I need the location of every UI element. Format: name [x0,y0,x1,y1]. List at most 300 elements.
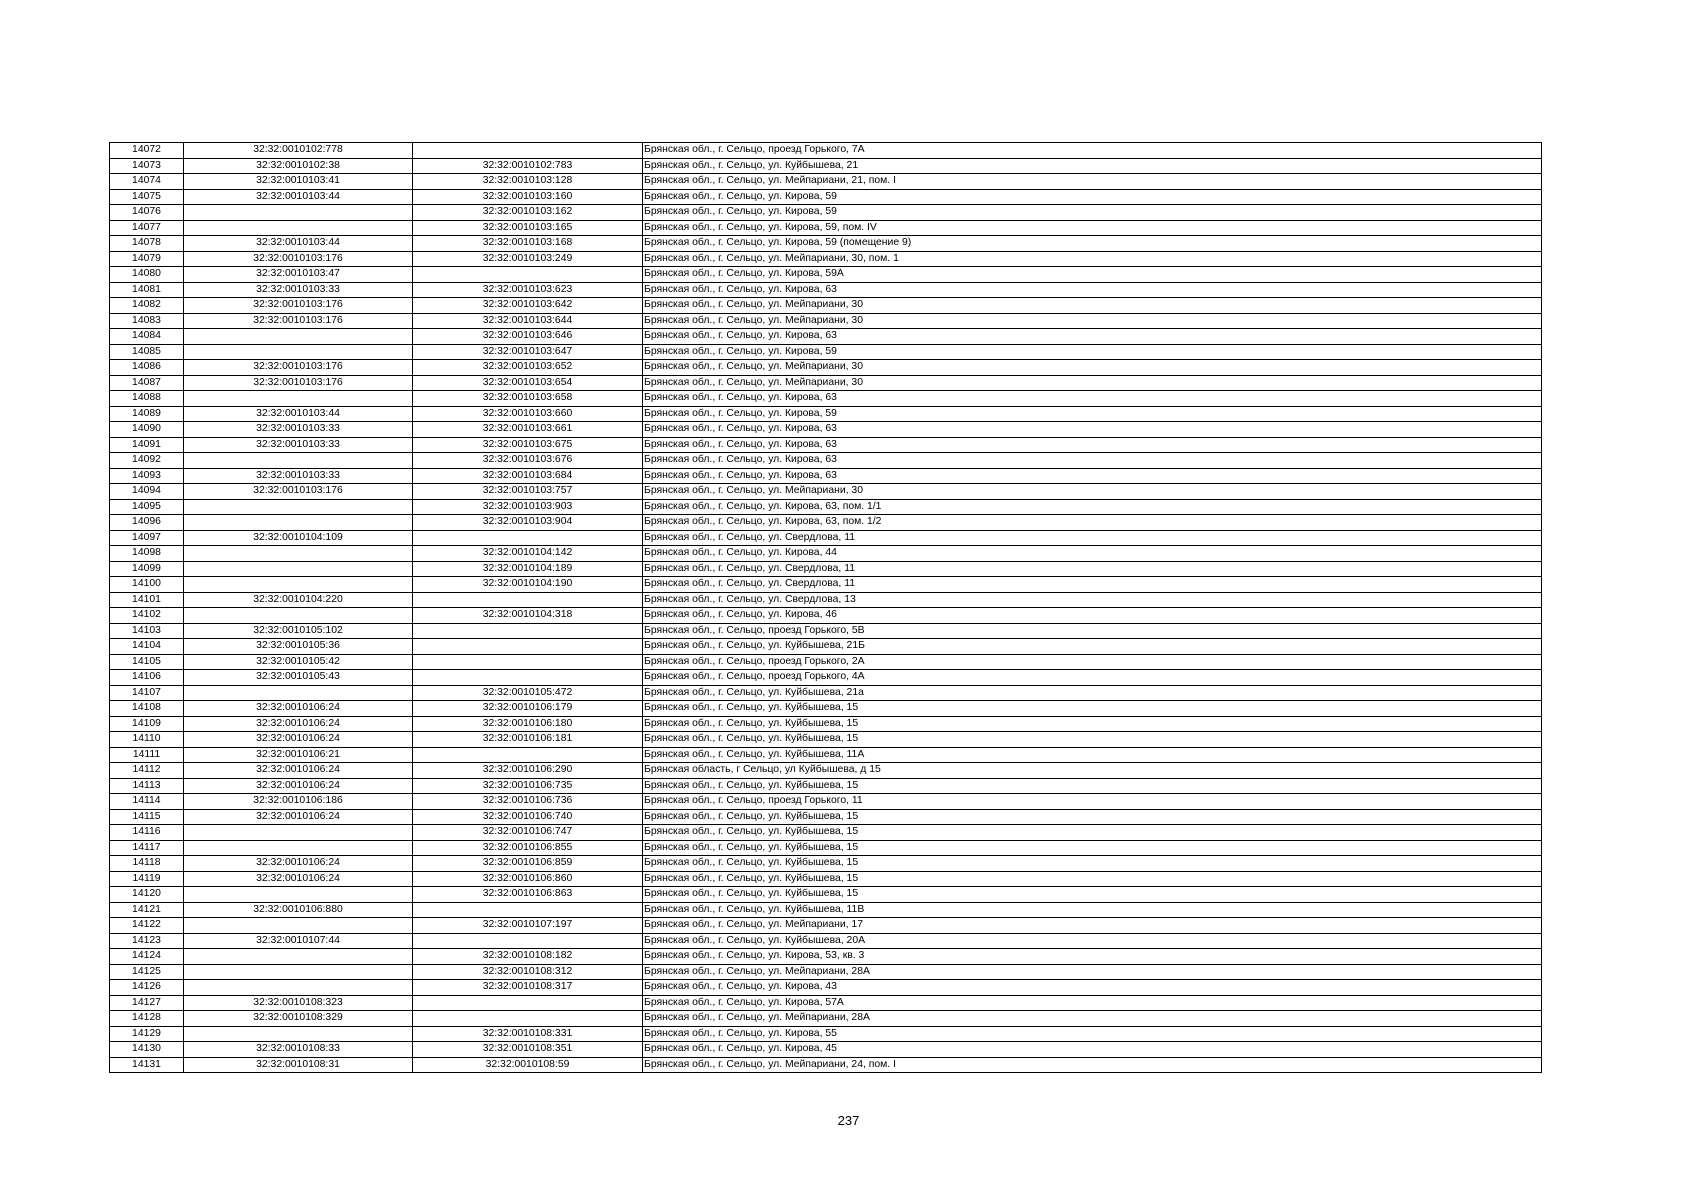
row-number-cell: 14092 [110,453,184,469]
address-cell: Брянская обл., г. Сельцо, ул. Кирова, 59 (помещение 9) [643,236,1542,252]
row-number-cell: 14112 [110,763,184,779]
table-row [110,174,1542,190]
address-cell: Брянская обл., г. Сельцо, ул. Кирова, 63 [643,422,1542,438]
cadastral-parcel-cell: 32:32:0010106:24 [184,871,413,887]
address-cell: Брянская обл., г. Сельцо, ул. Кирова, 63, пом. 1/2 [643,515,1542,531]
cadastral-parcel-cell: 32:32:0010103:44 [184,406,413,422]
cadastral-object-cell: 32:32:0010103:676 [413,453,643,469]
cadastral-object-cell: 32:32:0010103:904 [413,515,643,531]
table-row [110,1057,1542,1073]
page-number: 237 [837,1113,860,1128]
cadastral-parcel-cell: 32:32:0010106:24 [184,716,413,732]
cadastral-parcel-cell: 32:32:0010108:329 [184,1011,413,1027]
address-cell: Брянская обл., г. Сельцо, ул. Куйбышева, 11В [643,902,1542,918]
address-cell: Брянская обл., г. Сельцо, ул. Кирова, 63 [643,468,1542,484]
cadastral-object-cell: 32:32:0010108:351 [413,1042,643,1058]
row-number-cell: 14093 [110,468,184,484]
address-cell: Брянская обл., г. Сельцо, ул. Куйбышева, 15 [643,732,1542,748]
cadastral-object-cell [413,623,643,639]
table-row [110,329,1542,345]
cadastral-parcel-cell: 32:32:0010104:220 [184,592,413,608]
cadastral-parcel-cell: 32:32:0010102:38 [184,158,413,174]
table-row [110,189,1542,205]
table-row [110,453,1542,469]
cadastral-object-cell: 32:32:0010103:661 [413,422,643,438]
cadastral-object-cell: 32:32:0010108:317 [413,980,643,996]
cadastral-parcel-cell [184,887,413,903]
table-row [110,747,1542,763]
table-row [110,236,1542,252]
address-cell: Брянская обл., г. Сельцо, ул. Куйбышева, 15 [643,716,1542,732]
cadastral-parcel-cell: 32:32:0010104:109 [184,530,413,546]
table-row [110,1011,1542,1027]
cadastral-object-cell: 32:32:0010104:189 [413,561,643,577]
row-number-cell: 14125 [110,964,184,980]
address-cell: Брянская обл., г. Сельцо, ул. Мейпариани, 30 [643,375,1542,391]
table-row [110,856,1542,872]
table-row [110,763,1542,779]
address-cell: Брянская обл., г. Сельцо, ул. Куйбышева, 15 [643,701,1542,717]
cadastral-parcel-cell: 32:32:0010103:33 [184,437,413,453]
address-cell: Брянская обл., г. Сельцо, ул. Кирова, 55 [643,1026,1542,1042]
cadastral-object-cell: 32:32:0010103:623 [413,282,643,298]
cadastral-parcel-cell: 32:32:0010103:176 [184,484,413,500]
cadastral-object-cell [413,902,643,918]
cadastral-object-cell: 32:32:0010103:647 [413,344,643,360]
table-row [110,980,1542,996]
address-cell: Брянская обл., г. Сельцо, ул. Мейпариани, 30, пом. 1 [643,251,1542,267]
cadastral-object-cell: 32:32:0010106:859 [413,856,643,872]
cadastral-parcel-cell: 32:32:0010108:323 [184,995,413,1011]
address-cell: Брянская обл., г. Сельцо, ул. Кирова, 63 [643,453,1542,469]
address-cell: Брянская обл., г. Сельцо, проезд Горького, 11 [643,794,1542,810]
address-cell: Брянская обл., г. Сельцо, ул. Куйбышева, 20А [643,933,1542,949]
row-number-cell: 14123 [110,933,184,949]
address-cell: Брянская обл., г. Сельцо, ул. Кирова, 59 [643,205,1542,221]
cadastral-parcel-cell: 32:32:0010107:44 [184,933,413,949]
address-cell: Брянская обл., г. Сельцо, ул. Куйбышева, 15 [643,856,1542,872]
address-cell: Брянская обл., г. Сельцо, ул. Мейпариани, 28А [643,964,1542,980]
cadastral-parcel-cell: 32:32:0010106:24 [184,732,413,748]
cadastral-object-cell: 32:32:0010104:318 [413,608,643,624]
row-number-cell: 14126 [110,980,184,996]
address-cell: Брянская обл., г. Сельцо, ул. Куйбышева, 21Б [643,639,1542,655]
registry-table [109,142,1542,1073]
cadastral-object-cell [413,1011,643,1027]
address-cell: Брянская обл., г. Сельцо, проезд Горького, 5В [643,623,1542,639]
row-number-cell: 14081 [110,282,184,298]
cadastral-parcel-cell: 32:32:0010103:41 [184,174,413,190]
address-cell: Брянская обл., г. Сельцо, проезд Горького, 7А [643,143,1542,159]
row-number-cell: 14119 [110,871,184,887]
cadastral-object-cell: 32:32:0010103:684 [413,468,643,484]
row-number-cell: 14100 [110,577,184,593]
row-number-cell: 14111 [110,747,184,763]
row-number-cell: 14075 [110,189,184,205]
address-cell: Брянская обл., г. Сельцо, ул. Кирова, 43 [643,980,1542,996]
row-number-cell: 14087 [110,375,184,391]
cadastral-object-cell: 32:32:0010103:644 [413,313,643,329]
cadastral-parcel-cell [184,515,413,531]
cadastral-object-cell [413,747,643,763]
address-cell: Брянская обл., г. Сельцо, ул. Куйбышева, 15 [643,825,1542,841]
table-row [110,918,1542,934]
cadastral-object-cell: 32:32:0010103:642 [413,298,643,314]
cadastral-parcel-cell: 32:32:0010103:176 [184,251,413,267]
address-cell: Брянская обл., г. Сельцо, ул. Кирова, 46 [643,608,1542,624]
address-cell: Брянская обл., г. Сельцо, ул. Кирова, 59 [643,406,1542,422]
cadastral-object-cell: 32:32:0010103:128 [413,174,643,190]
address-cell: Брянская обл., г. Сельцо, ул. Кирова, 63 [643,329,1542,345]
cadastral-parcel-cell [184,329,413,345]
row-number-cell: 14106 [110,670,184,686]
row-number-cell: 14073 [110,158,184,174]
cadastral-parcel-cell [184,980,413,996]
address-cell: Брянская обл., г. Сельцо, ул. Куйбышева, 15 [643,778,1542,794]
cadastral-parcel-cell: 32:32:0010103:33 [184,282,413,298]
row-number-cell: 14129 [110,1026,184,1042]
cadastral-object-cell: 32:32:0010103:249 [413,251,643,267]
row-number-cell: 14079 [110,251,184,267]
row-number-cell: 14109 [110,716,184,732]
cadastral-parcel-cell: 32:32:0010106:24 [184,809,413,825]
cadastral-parcel-cell: 32:32:0010105:42 [184,654,413,670]
table-row [110,220,1542,236]
table-row [110,608,1542,624]
table-row [110,391,1542,407]
cadastral-parcel-cell [184,453,413,469]
address-cell: Брянская обл., г. Сельцо, ул. Мейпариани, 17 [643,918,1542,934]
cadastral-parcel-cell: 32:32:0010105:102 [184,623,413,639]
table-row [110,809,1542,825]
row-number-cell: 14091 [110,437,184,453]
table-row [110,825,1542,841]
cadastral-object-cell: 32:32:0010106:735 [413,778,643,794]
cadastral-parcel-cell: 32:32:0010103:44 [184,236,413,252]
cadastral-object-cell: 32:32:0010106:179 [413,701,643,717]
cadastral-object-cell: 32:32:0010106:736 [413,794,643,810]
row-number-cell: 14130 [110,1042,184,1058]
cadastral-parcel-cell: 32:32:0010103:33 [184,468,413,484]
address-cell: Брянская обл., г. Сельцо, ул. Кирова, 53, кв. 3 [643,949,1542,965]
cadastral-object-cell: 32:32:0010103:658 [413,391,643,407]
cadastral-parcel-cell: 32:32:0010108:33 [184,1042,413,1058]
cadastral-parcel-cell [184,825,413,841]
row-number-cell: 14104 [110,639,184,655]
address-cell: Брянская обл., г. Сельцо, ул. Кирова, 57А [643,995,1542,1011]
table-row [110,949,1542,965]
table-row [110,732,1542,748]
cadastral-parcel-cell [184,1026,413,1042]
cadastral-parcel-cell [184,685,413,701]
address-cell: Брянская обл., г. Сельцо, ул. Свердлова, 11 [643,577,1542,593]
table-row [110,205,1542,221]
address-cell: Брянская обл., г. Сельцо, ул. Кирова, 59 [643,344,1542,360]
table-row [110,592,1542,608]
table-row [110,716,1542,732]
address-cell: Брянская обл., г. Сельцо, ул. Мейпариани, 28А [643,1011,1542,1027]
cadastral-parcel-cell: 32:32:0010105:43 [184,670,413,686]
cadastral-parcel-cell [184,205,413,221]
address-cell: Брянская обл., г. Сельцо, ул. Мейпариани, 30 [643,298,1542,314]
row-number-cell: 14094 [110,484,184,500]
address-cell: Брянская обл., г. Сельцо, проезд Горького, 4А [643,670,1542,686]
cadastral-parcel-cell: 32:32:0010105:36 [184,639,413,655]
cadastral-object-cell: 32:32:0010103:660 [413,406,643,422]
cadastral-object-cell: 32:32:0010108:331 [413,1026,643,1042]
row-number-cell: 14077 [110,220,184,236]
table-row [110,887,1542,903]
table-row [110,701,1542,717]
cadastral-parcel-cell: 32:32:0010103:176 [184,298,413,314]
row-number-cell: 14090 [110,422,184,438]
cadastral-parcel-cell [184,391,413,407]
address-cell: Брянская обл., г. Сельцо, ул. Мейпариани, 30 [643,484,1542,500]
table-row [110,840,1542,856]
address-cell: Брянская обл., г. Сельцо, ул. Кирова, 59А [643,267,1542,283]
row-number-cell: 14101 [110,592,184,608]
table-row [110,561,1542,577]
cadastral-parcel-cell [184,840,413,856]
address-cell: Брянская обл., г. Сельцо, ул. Кирова, 44 [643,546,1542,562]
row-number-cell: 14096 [110,515,184,531]
table-row [110,468,1542,484]
cadastral-parcel-cell [184,918,413,934]
table-row [110,1026,1542,1042]
table-row [110,778,1542,794]
cadastral-parcel-cell: 32:32:0010106:21 [184,747,413,763]
table-row [110,654,1542,670]
cadastral-parcel-cell: 32:32:0010106:24 [184,763,413,779]
cadastral-parcel-cell [184,964,413,980]
row-number-cell: 14088 [110,391,184,407]
cadastral-object-cell: 32:32:0010106:180 [413,716,643,732]
row-number-cell: 14124 [110,949,184,965]
table-row [110,902,1542,918]
cadastral-object-cell: 32:32:0010103:165 [413,220,643,236]
cadastral-object-cell: 32:32:0010105:472 [413,685,643,701]
cadastral-parcel-cell [184,561,413,577]
cadastral-parcel-cell: 32:32:0010103:176 [184,360,413,376]
registry-sheet [109,142,1541,1073]
row-number-cell: 14103 [110,623,184,639]
cadastral-object-cell [413,670,643,686]
table-row [110,639,1542,655]
address-cell: Брянская обл., г. Сельцо, ул. Мейпариани, 24, пом. I [643,1057,1542,1073]
cadastral-object-cell: 32:32:0010103:652 [413,360,643,376]
cadastral-object-cell: 32:32:0010106:181 [413,732,643,748]
registry-table-body [110,143,1542,1073]
row-number-cell: 14078 [110,236,184,252]
row-number-cell: 14116 [110,825,184,841]
row-number-cell: 14099 [110,561,184,577]
table-row [110,623,1542,639]
cadastral-parcel-cell: 32:32:0010102:778 [184,143,413,159]
row-number-cell: 14074 [110,174,184,190]
cadastral-parcel-cell: 32:32:0010108:31 [184,1057,413,1073]
table-row [110,282,1542,298]
cadastral-parcel-cell: 32:32:0010106:24 [184,778,413,794]
address-cell: Брянская обл., г. Сельцо, ул. Куйбышева, 15 [643,871,1542,887]
cadastral-object-cell: 32:32:0010103:654 [413,375,643,391]
cadastral-parcel-cell [184,608,413,624]
address-cell: Брянская обл., г. Сельцо, ул. Свердлова, 13 [643,592,1542,608]
row-number-cell: 14121 [110,902,184,918]
cadastral-object-cell: 32:32:0010106:855 [413,840,643,856]
address-cell: Брянская обл., г. Сельцо, ул. Кирова, 45 [643,1042,1542,1058]
table-row [110,313,1542,329]
table-row [110,298,1542,314]
row-number-cell: 14113 [110,778,184,794]
cadastral-object-cell [413,654,643,670]
table-row [110,546,1542,562]
cadastral-object-cell [413,143,643,159]
row-number-cell: 14095 [110,499,184,515]
cadastral-parcel-cell: 32:32:0010106:24 [184,701,413,717]
row-number-cell: 14131 [110,1057,184,1073]
table-row [110,964,1542,980]
address-cell: Брянская обл., г. Сельцо, ул. Кирова, 59 [643,189,1542,205]
table-row [110,406,1542,422]
row-number-cell: 14117 [110,840,184,856]
address-cell: Брянская обл., г. Сельцо, ул. Кирова, 59, пом. IV [643,220,1542,236]
table-row [110,685,1542,701]
row-number-cell: 14085 [110,344,184,360]
row-number-cell: 14084 [110,329,184,345]
row-number-cell: 14128 [110,1011,184,1027]
cadastral-object-cell: 32:32:0010108:312 [413,964,643,980]
row-number-cell: 14122 [110,918,184,934]
cadastral-parcel-cell: 32:32:0010106:880 [184,902,413,918]
cadastral-object-cell [413,267,643,283]
table-row [110,360,1542,376]
cadastral-object-cell [413,592,643,608]
cadastral-object-cell: 32:32:0010108:182 [413,949,643,965]
row-number-cell: 14115 [110,809,184,825]
table-row [110,484,1542,500]
cadastral-object-cell: 32:32:0010103:168 [413,236,643,252]
row-number-cell: 14118 [110,856,184,872]
cadastral-parcel-cell [184,949,413,965]
row-number-cell: 14107 [110,685,184,701]
table-row [110,530,1542,546]
table-row [110,794,1542,810]
row-number-cell: 14097 [110,530,184,546]
address-cell: Брянская обл., г. Сельцо, ул. Куйбышева, 15 [643,809,1542,825]
address-cell: Брянская область, г Сельцо, ул Куйбышева, д 15 [643,763,1542,779]
row-number-cell: 14108 [110,701,184,717]
address-cell: Брянская обл., г. Сельцо, ул. Свердлова, 11 [643,530,1542,546]
address-cell: Брянская обл., г. Сельцо, ул. Куйбышева, 21а [643,685,1542,701]
address-cell: Брянская обл., г. Сельцо, ул. Мейпариани, 30 [643,313,1542,329]
row-number-cell: 14102 [110,608,184,624]
cadastral-object-cell: 32:32:0010106:740 [413,809,643,825]
cadastral-parcel-cell: 32:32:0010103:176 [184,313,413,329]
table-row [110,933,1542,949]
table-row [110,995,1542,1011]
address-cell: Брянская обл., г. Сельцо, ул. Мейпариани, 21, пом. I [643,174,1542,190]
table-row [110,158,1542,174]
row-number-cell: 14080 [110,267,184,283]
cadastral-parcel-cell [184,220,413,236]
address-cell: Брянская обл., г. Сельцо, ул. Кирова, 63 [643,391,1542,407]
table-row [110,670,1542,686]
cadastral-parcel-cell: 32:32:0010103:44 [184,189,413,205]
table-row [110,871,1542,887]
address-cell: Брянская обл., г. Сельцо, ул. Кирова, 63, пом. 1/1 [643,499,1542,515]
cadastral-object-cell: 32:32:0010104:190 [413,577,643,593]
cadastral-parcel-cell [184,499,413,515]
cadastral-object-cell: 32:32:0010103:757 [413,484,643,500]
cadastral-object-cell [413,933,643,949]
cadastral-object-cell: 32:32:0010103:160 [413,189,643,205]
cadastral-object-cell: 32:32:0010106:863 [413,887,643,903]
address-cell: Брянская обл., г. Сельцо, ул. Куйбышева, 11А [643,747,1542,763]
cadastral-parcel-cell [184,577,413,593]
cadastral-parcel-cell: 32:32:0010103:33 [184,422,413,438]
table-row [110,143,1542,159]
cadastral-object-cell: 32:32:0010103:675 [413,437,643,453]
table-row [110,422,1542,438]
table-row [110,437,1542,453]
row-number-cell: 14086 [110,360,184,376]
row-number-cell: 14083 [110,313,184,329]
row-number-cell: 14072 [110,143,184,159]
address-cell: Брянская обл., г. Сельцо, ул. Свердлова, 11 [643,561,1542,577]
cadastral-object-cell: 32:32:0010103:903 [413,499,643,515]
cadastral-parcel-cell: 32:32:0010106:24 [184,856,413,872]
cadastral-object-cell: 32:32:0010107:197 [413,918,643,934]
row-number-cell: 14114 [110,794,184,810]
cadastral-object-cell [413,639,643,655]
table-row [110,499,1542,515]
table-row [110,1042,1542,1058]
row-number-cell: 14082 [110,298,184,314]
address-cell: Брянская обл., г. Сельцо, ул. Куйбышева, 15 [643,887,1542,903]
cadastral-object-cell: 32:32:0010103:162 [413,205,643,221]
cadastral-object-cell: 32:32:0010102:783 [413,158,643,174]
address-cell: Брянская обл., г. Сельцо, ул. Куйбышева, 15 [643,840,1542,856]
row-number-cell: 14098 [110,546,184,562]
cadastral-object-cell: 32:32:0010106:860 [413,871,643,887]
row-number-cell: 14105 [110,654,184,670]
address-cell: Брянская обл., г. Сельцо, ул. Кирова, 63 [643,282,1542,298]
row-number-cell: 14110 [110,732,184,748]
table-row [110,267,1542,283]
row-number-cell: 14089 [110,406,184,422]
table-row [110,577,1542,593]
table-row [110,515,1542,531]
table-row [110,251,1542,267]
cadastral-object-cell: 32:32:0010106:290 [413,763,643,779]
cadastral-object-cell: 32:32:0010106:747 [413,825,643,841]
cadastral-parcel-cell: 32:32:0010103:176 [184,375,413,391]
address-cell: Брянская обл., г. Сельцо, ул. Кирова, 63 [643,437,1542,453]
address-cell: Брянская обл., г. Сельцо, ул. Мейпариани, 30 [643,360,1542,376]
row-number-cell: 14076 [110,205,184,221]
cadastral-object-cell: 32:32:0010103:646 [413,329,643,345]
cadastral-object-cell: 32:32:0010108:59 [413,1057,643,1073]
cadastral-object-cell [413,530,643,546]
row-number-cell: 14120 [110,887,184,903]
cadastral-parcel-cell: 32:32:0010103:47 [184,267,413,283]
cadastral-object-cell: 32:32:0010104:142 [413,546,643,562]
row-number-cell: 14127 [110,995,184,1011]
cadastral-parcel-cell [184,546,413,562]
table-row [110,344,1542,360]
address-cell: Брянская обл., г. Сельцо, ул. Куйбышева, 21 [643,158,1542,174]
cadastral-parcel-cell: 32:32:0010106:186 [184,794,413,810]
